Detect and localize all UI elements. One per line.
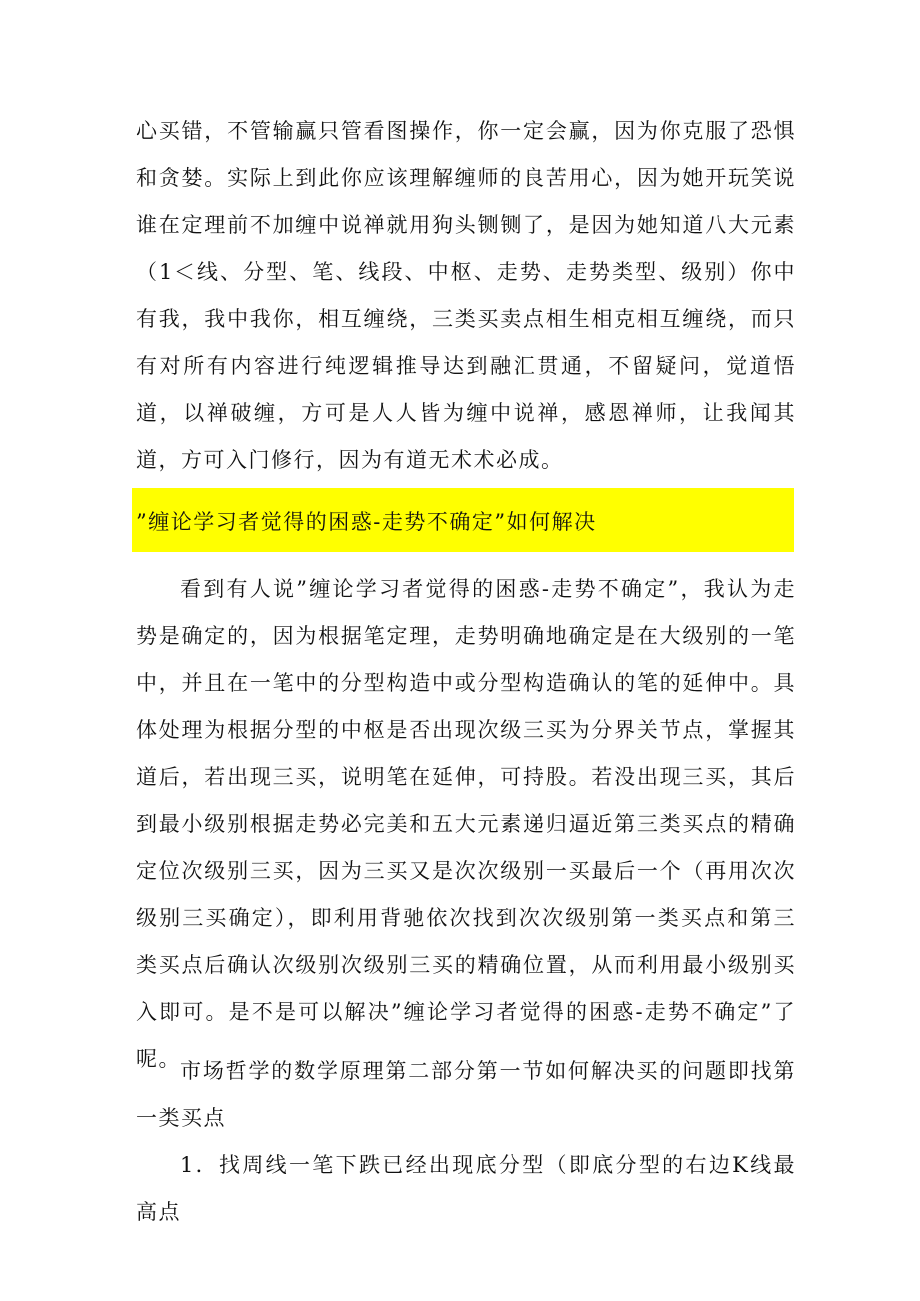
body-paragraph: 1．找周线一笔下跌已经出现底分型（即底分型的右边K线最高点 [136,1153,796,1224]
section-heading: ”缠论学习者觉得的困惑-走势不确定”如何解决 [136,510,597,534]
body-paragraph: 看到有人说”缠论学习者觉得的困惑-走势不确定”，我认为走势是确定的，因为根据笔定理，走势明确地确定是在大级别的一笔中，并且在一笔中的分型构造中或分型构造确认的笔的延伸中。具体处理为根据分型的中枢是否出现次级三买为分界关节点，掌握其道后，若出现三买，说明笔在延伸，可持股。若没出现三买，其后到最小级别根据走势必完美和五大元素递归逼近第三类买点的精确定位次级别三买，因为三买又是次次级别一买最后一个（再用次次级别三买确定），即利用背驰依次找到次次级别第一类买点和第三类买点后确认次级别次级别三买的精确位置，从而利用最小级别买入即可。是不是可以解决”缠论学习者觉得的困惑-走势不确定”了呢。 [136,577,796,1071]
body-paragraph: 心买错，不管输赢只管看图操作，你一定会赢，因为你克服了恐惧和贪婪。实际上到此你应该理解缠师的良苦用心，因为她开玩笑说谁在定理前不加缠中说禅就用狗头铡铡了，是因为她知道八大元素（1＜线、分型、笔、线段、中枢、走势、走势类型、级别）你中有我，我中我你，相互缠绕，三类买卖点相生相克相互缠绕，而只有对所有内容进行纯逻辑推导达到融汇贯通，不留疑问，觉道悟道，以禅破缠，方可是人人皆为缠中说禅，感恩禅师，让我闻其道，方可入门修行，因为有道无术术必成。 [136,119,796,472]
body-paragraph: 市场哲学的数学原理第二部分第一节如何解决买的问题即找第一类买点 [136,1059,796,1130]
